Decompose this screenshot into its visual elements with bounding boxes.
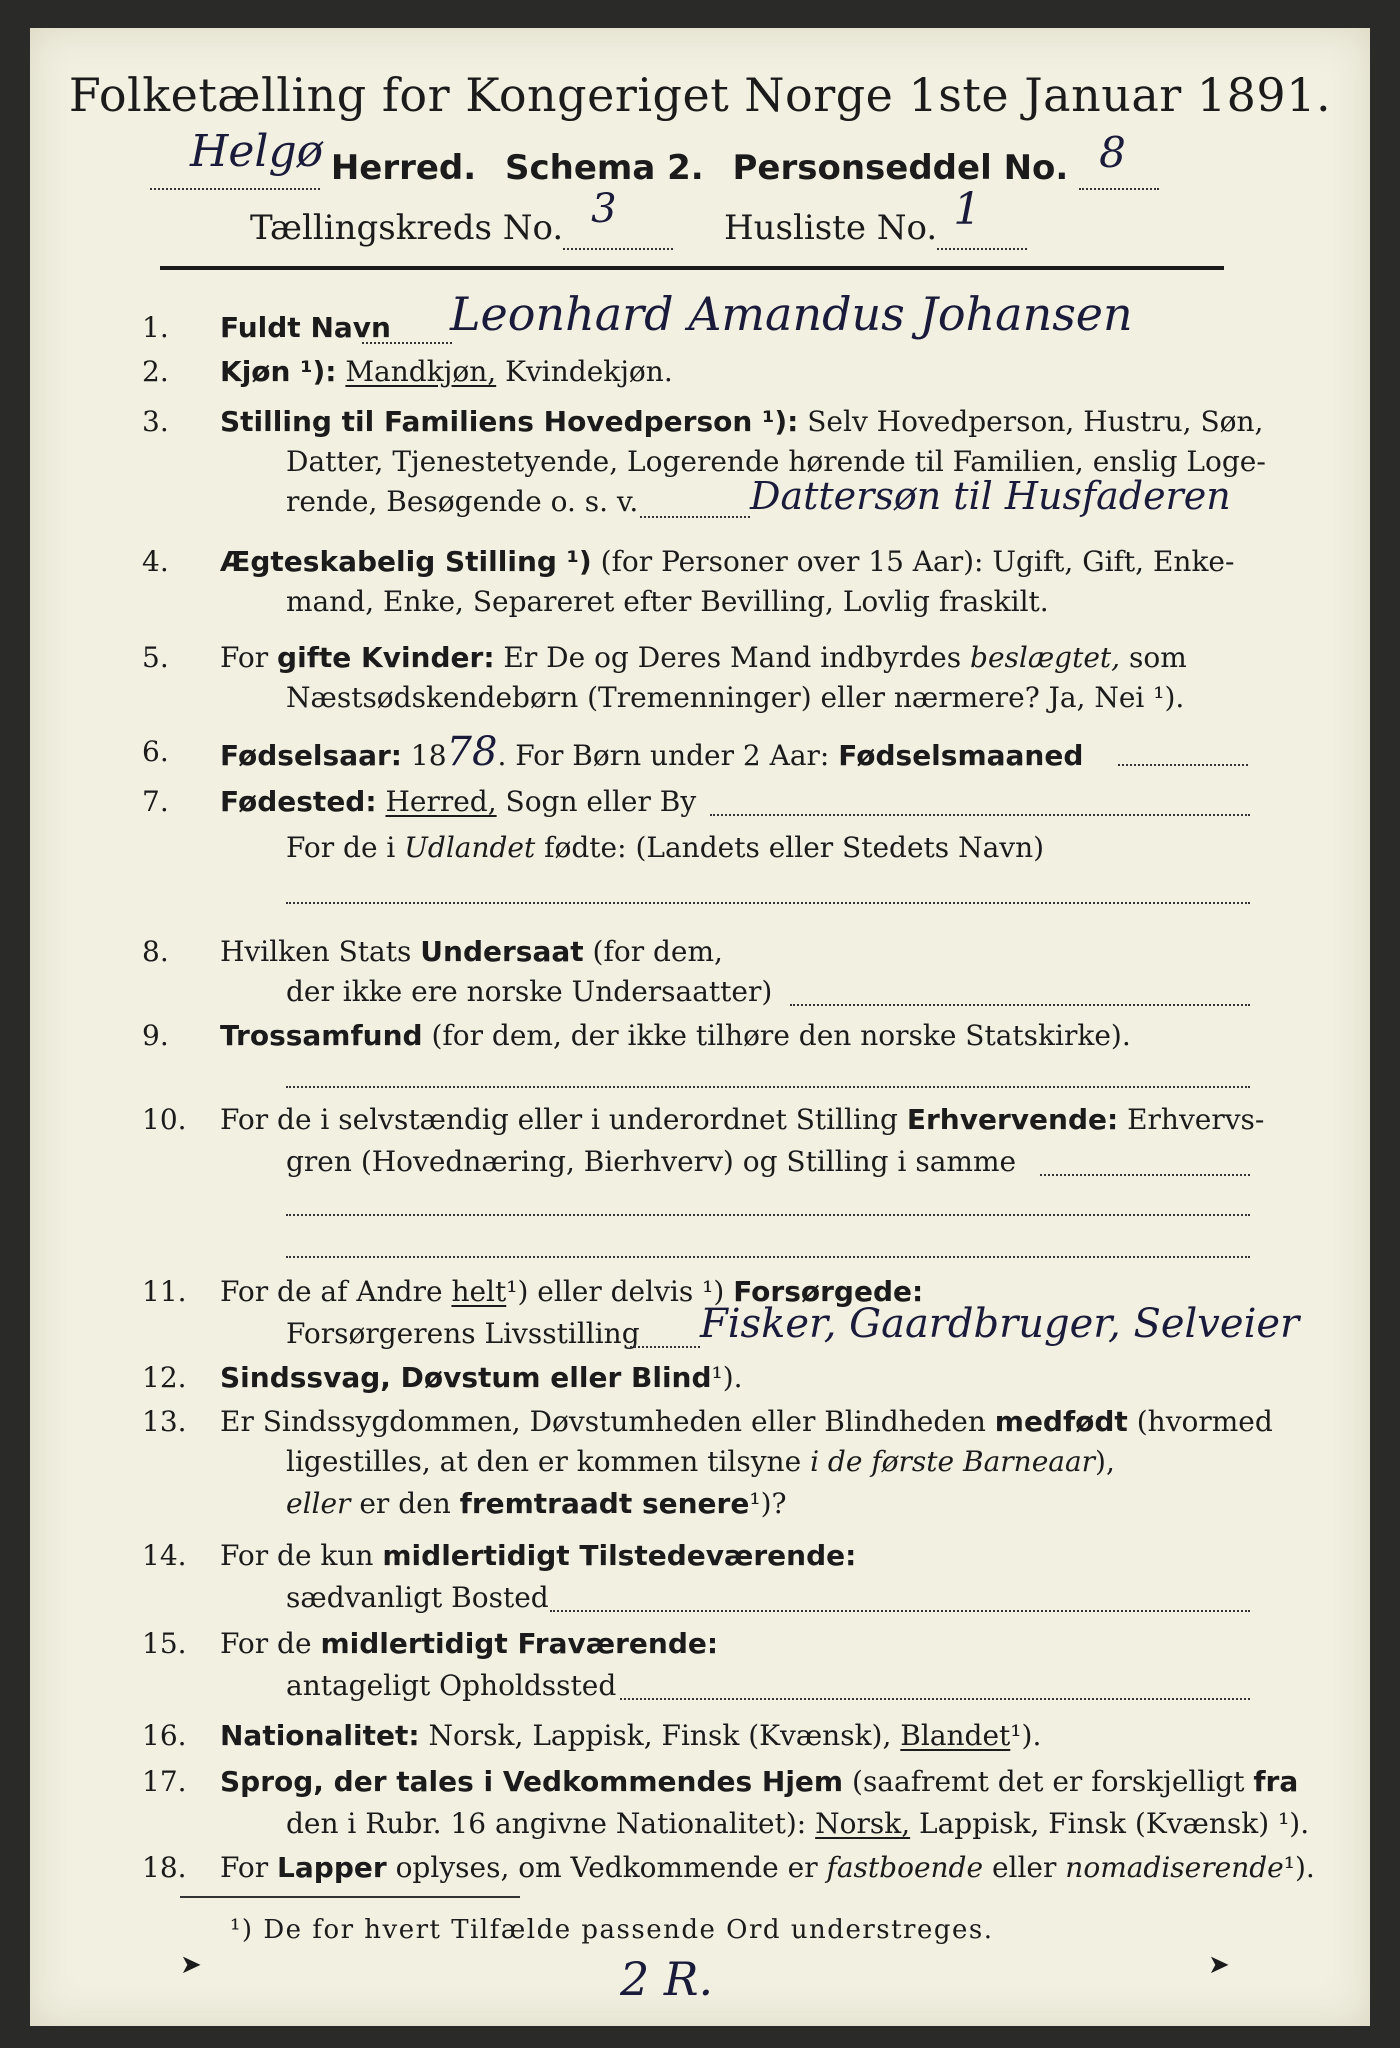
item-3-options-1: Selv Hovedperson, Hustru, Søn, <box>807 405 1264 438</box>
item-15-sub: antageligt Opholdssted <box>286 1669 617 1702</box>
item-18-number: 18. <box>142 1851 187 1884</box>
item-15-lead: For de <box>220 1627 312 1660</box>
item-7-sub-b: fødte: (Landets eller Stedets Navn) <box>544 831 1045 864</box>
form-title: Folketælling for Kongeriget Norge 1ste Januar 1891. <box>68 68 1332 122</box>
item-10-sub: gren (Hovednæring, Bierhverv) og Stilling i samme <box>286 1145 1017 1178</box>
item-11-option-helt: helt <box>451 1275 507 1308</box>
page-mark: 2 R. <box>620 1952 714 2006</box>
item-17-label: Sprog, der tales i Vedkommendes Hjem <box>220 1765 844 1798</box>
left-arrow-mark-icon: ➤ <box>180 1950 202 1980</box>
item-2-label: Kjøn ¹): <box>220 355 337 388</box>
item-10-rest: Erhvervs- <box>1127 1103 1265 1136</box>
item-18-fastboende: fastboende <box>826 1851 984 1884</box>
item-3-line-1 <box>220 404 1263 440</box>
item-17-rest: (saafremt det er forskjelligt <box>852 1765 1245 1798</box>
item-6-dots <box>1118 764 1248 766</box>
item-18-nomadiserende: nomadiserende <box>1065 1851 1284 1884</box>
item-3-label: Stilling til Familiens Hovedperson ¹): <box>220 405 799 438</box>
item-4-label: Ægteskabelig Stilling ¹) <box>220 545 592 578</box>
item-10-label: Erhvervende: <box>906 1103 1119 1136</box>
footnote: ¹) De for hvert Tilfælde passende Ord understreges. <box>230 1915 994 1945</box>
item-16-label: Nationalitet: <box>220 1719 420 1752</box>
item-7-sub-italic: Udlandet <box>404 831 536 864</box>
item-6-line <box>220 729 1084 775</box>
item-7-option-herred: Herred, <box>385 785 497 818</box>
item-2-option-female: Kvindekjøn. <box>505 355 673 388</box>
item-13-label-2: fremtraadt senere <box>459 1487 750 1520</box>
item-18-end: ¹). <box>1283 1851 1315 1884</box>
item-13-label: medfødt <box>994 1405 1128 1438</box>
item-12-rest: ¹). <box>711 1361 743 1394</box>
item-7-sub <box>286 830 1044 866</box>
item-1-value: Leonhard Amandus Johansen <box>450 287 1133 341</box>
item-13-rest: (hvormed <box>1136 1405 1273 1438</box>
footnote-rule <box>180 1896 520 1898</box>
item-15-number: 15. <box>142 1627 187 1660</box>
item-13-line-1 <box>220 1404 1273 1440</box>
item-13-sub-italic: i de første Barneaar <box>810 1445 1096 1478</box>
item-14-number: 14. <box>142 1539 187 1572</box>
item-10-dots <box>1040 1174 1250 1176</box>
item-10-lead: For de i selvstændig eller i underordnet Stilling <box>220 1103 898 1136</box>
item-6-label-2: Fødselsmaaned <box>838 739 1084 772</box>
item-16-number: 16. <box>142 1719 187 1752</box>
taellingskreds-value: 3 <box>591 186 617 232</box>
item-7-number: 7. <box>142 785 169 818</box>
item-3-options-2: Datter, Tjenestetyende, Logerende hørende til Familien, enslig Loge- <box>286 445 1266 478</box>
item-5-end: som <box>1128 641 1187 674</box>
item-6-number: 6. <box>142 735 169 768</box>
item-16-option-blandet: Blandet <box>900 1719 1011 1752</box>
item-6-label: Fødselsaar: <box>220 739 402 772</box>
item-14-sub: sædvanligt Bosted <box>286 1581 549 1614</box>
item-9-label: Trossamfund <box>220 1019 423 1052</box>
item-8-label: Undersaat <box>420 935 584 968</box>
item-7-dots <box>710 814 1250 816</box>
item-14-lead: For de kun <box>220 1539 374 1572</box>
item-9-line <box>220 1018 1131 1054</box>
husliste-label: Husliste No. <box>723 208 938 248</box>
item-17-sub <box>286 1806 1309 1842</box>
item-8-dots <box>790 1004 1250 1006</box>
item-4-options-2: mand, Enke, Separeret efter Bevilling, Lovlig fraskilt. <box>286 585 1049 618</box>
item-16-line <box>220 1718 1041 1754</box>
personseddel-label: Personseddel No. <box>732 148 1069 188</box>
item-14-label: midlertidigt Tilstedeværende: <box>382 1539 857 1572</box>
item-1-number: 1. <box>142 311 169 344</box>
item-11-label: Forsørgede: <box>733 1275 924 1308</box>
item-18-rest-1: oplyses, om Vedkommende er <box>395 1851 818 1884</box>
item-5-line-1 <box>220 640 1187 676</box>
item-13-line3-b: ¹)? <box>749 1487 787 1520</box>
husliste-value: 1 <box>953 184 982 235</box>
item-10-line-1 <box>220 1102 1264 1138</box>
item-6-mid: . For Børn under 2 Aar: <box>497 739 830 772</box>
item-1-dots <box>362 342 452 344</box>
item-12-line <box>220 1360 743 1396</box>
item-6-value: 78 <box>446 729 498 775</box>
item-3-number: 3. <box>142 405 169 438</box>
item-7-options: Sogn eller By <box>505 785 697 818</box>
header-line-2 <box>250 184 1027 250</box>
taellingskreds-label: Tællingskreds No. <box>250 208 564 248</box>
census-form <box>30 28 1370 2026</box>
item-17-line-1 <box>220 1764 1298 1800</box>
herred-field <box>150 126 324 190</box>
item-11-number: 11. <box>142 1275 187 1308</box>
herred-label: Herred. <box>330 148 477 188</box>
item-8-lead: Hvilken Stats <box>220 935 412 968</box>
item-9-blank-line <box>286 1086 1250 1088</box>
item-7-label: Fødested: <box>220 785 377 818</box>
item-13-question: Er Sindssygdommen, Døvstumheden eller Blindheden <box>220 1405 986 1438</box>
item-15-line-1 <box>220 1626 718 1662</box>
item-13-sub-a: ligestilles, at den er kommen tilsyne <box>286 1445 802 1478</box>
item-18-line <box>220 1850 1315 1886</box>
item-10-blank-line-2 <box>286 1256 1250 1258</box>
item-1-label: Fuldt Navn <box>220 311 391 344</box>
item-2-text <box>220 354 673 390</box>
personseddel-field <box>1079 128 1159 190</box>
item-11-sub: Forsørgerens Livsstilling <box>286 1317 640 1350</box>
item-7-line-1 <box>220 784 696 820</box>
item-2-option-male: Mandkjøn, <box>345 355 497 388</box>
item-17-number: 17. <box>142 1765 187 1798</box>
item-8-sub: der ikke ere norske Undersaatter) <box>286 975 773 1008</box>
husliste-field <box>937 184 1027 250</box>
item-18-lead: For <box>220 1851 269 1884</box>
item-4-options-1: (for Personer over 15 Aar): Ugift, Gift, Enke- <box>600 545 1235 578</box>
item-13-sub-b: ), <box>1095 1445 1115 1478</box>
header-rule <box>160 266 1224 270</box>
item-7-blank-line <box>286 902 1250 904</box>
item-5-number: 5. <box>142 641 169 674</box>
item-7-sub-a: For de i <box>286 831 396 864</box>
item-18-rest-2: eller <box>991 1851 1057 1884</box>
item-13-eller: eller <box>286 1487 351 1520</box>
item-12-label: Sindssvag, Døvstum eller Blind <box>220 1361 712 1394</box>
item-8-number: 8. <box>142 935 169 968</box>
item-14-dots <box>550 1610 1250 1612</box>
item-4-line-1 <box>220 544 1234 580</box>
item-18-label: Lapper <box>277 1851 387 1884</box>
item-11-value: Fisker, Gaardbruger, Selveier <box>700 1301 1300 1347</box>
item-9-number: 9. <box>142 1019 169 1052</box>
item-3-options-3: rende, Besøgende o. s. v. <box>286 485 639 518</box>
header-line-1 <box>150 126 1159 190</box>
item-17-option-norsk: Norsk, <box>815 1807 911 1840</box>
item-9-rest: (for dem, der ikke tilhøre den norske Statskirke). <box>431 1019 1131 1052</box>
item-11-dots <box>630 1346 700 1348</box>
schema-label: Schema 2. <box>505 148 704 188</box>
item-12-number: 12. <box>142 1361 187 1394</box>
item-13-sub-2 <box>286 1486 787 1522</box>
herred-value: Helgø <box>190 126 324 177</box>
item-16-end: ¹). <box>1010 1719 1042 1752</box>
item-2-number: 2. <box>142 355 169 388</box>
item-16-options: Norsk, Lappisk, Finsk (Kvænsk), <box>428 1719 892 1752</box>
item-6-prefix: 18 <box>410 739 447 772</box>
item-13-sub <box>286 1444 1115 1480</box>
item-8-rest: (for dem, <box>592 935 723 968</box>
item-17-sub-a: den i Rubr. 16 angivne Nationalitet): <box>286 1807 807 1840</box>
item-5-question: Er De og Deres Mand indbyrdes <box>503 641 962 674</box>
personseddel-value: 8 <box>1099 128 1126 177</box>
item-3-dots <box>640 516 750 518</box>
right-arrow-mark-icon: ➤ <box>1208 1950 1230 1980</box>
item-13-line3-a: er den <box>359 1487 451 1520</box>
item-8-line-1 <box>220 934 723 970</box>
item-5-options: Næstsødskendebørn (Tremenninger) eller nærmere? Ja, Nei ¹). <box>286 681 1185 714</box>
item-11-lead: For de af Andre <box>220 1275 443 1308</box>
taellingskreds-field <box>563 186 673 250</box>
item-10-number: 10. <box>142 1103 187 1136</box>
item-11-mid: ¹) eller delvis ¹) <box>506 1275 725 1308</box>
item-5-lead: For <box>220 641 269 674</box>
item-10-blank-line-1 <box>286 1214 1250 1216</box>
item-15-label: midlertidigt Fraværende: <box>320 1627 719 1660</box>
item-17-sub-b: Lappisk, Finsk (Kvænsk) ¹). <box>919 1807 1310 1840</box>
item-17-bold-end: fra <box>1253 1765 1299 1798</box>
item-5-label: gifte Kvinder: <box>277 641 495 674</box>
item-3-value: Dattersøn til Husfaderen <box>750 474 1231 518</box>
item-4-number: 4. <box>142 545 169 578</box>
item-14-line-1 <box>220 1538 856 1574</box>
item-13-number: 13. <box>142 1405 187 1438</box>
item-5-italic: beslægtet, <box>970 641 1121 674</box>
item-15-dots <box>620 1698 1250 1700</box>
